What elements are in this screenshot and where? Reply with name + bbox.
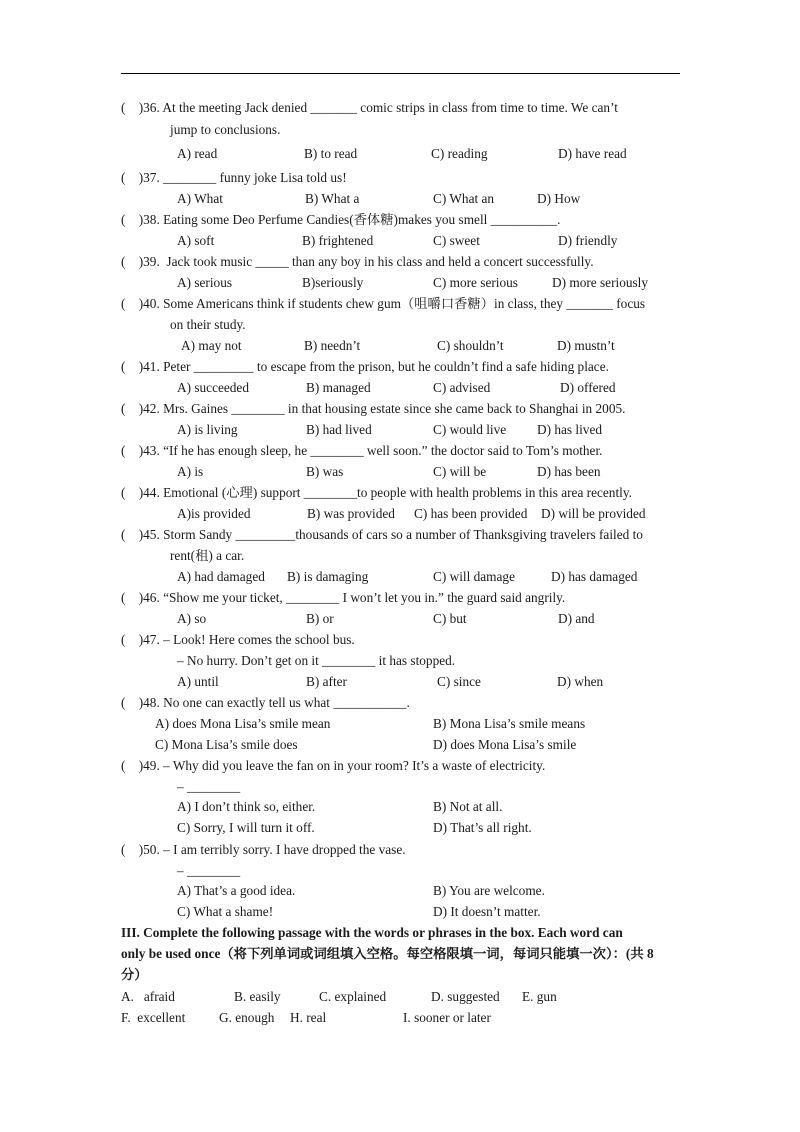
option-d: D) has been xyxy=(537,464,601,479)
option-b: B) What a xyxy=(305,191,360,206)
option-d: D) and xyxy=(558,611,595,626)
option-c: C) will be xyxy=(433,464,487,479)
option-c: C) shouldn’t xyxy=(437,338,504,353)
option-d: D) when xyxy=(557,674,604,689)
question-48: ( )48. No one can exactly tell us what ___________. xyxy=(121,695,410,710)
option-c: C) reading xyxy=(431,146,488,161)
option-d: D) more seriously xyxy=(552,275,649,290)
option-c: C) Mona Lisa’s smile does xyxy=(155,737,298,752)
word-option: I. sooner or later xyxy=(403,1010,491,1025)
word-option: C. explained xyxy=(319,989,387,1004)
option-a: A) is living xyxy=(177,422,238,437)
option-c: C) What an xyxy=(433,191,495,206)
option-d: D) offered xyxy=(560,380,616,395)
option-b: B) to read xyxy=(304,146,358,161)
word-option: H. real xyxy=(290,1010,327,1025)
option-c: C) will damage xyxy=(433,569,515,584)
option-d: D) have read xyxy=(558,146,627,161)
option-c: C) since xyxy=(437,674,481,689)
option-a: A) What xyxy=(177,191,223,206)
option-a: A) does Mona Lisa’s smile mean xyxy=(155,716,331,731)
question-45: ( )45. Storm Sandy _________thousands of cars so a number of Thanksgiving travelers failed to xyxy=(121,527,643,542)
question-47-continuation: – No hurry. Don’t get on it ________ it has stopped. xyxy=(177,653,456,668)
option-b: B) is damaging xyxy=(287,569,369,584)
question-44: ( )44. Emotional (心理) support ________to people with health problems in this area recently. xyxy=(121,485,632,500)
option-c: C) Sorry, I will turn it off. xyxy=(177,820,315,835)
option-b: B) had lived xyxy=(306,422,372,437)
section-heading: III. Complete the following passage with the words or phrases in the box. Each word can xyxy=(121,925,623,940)
answer-blank: – ________ xyxy=(177,863,241,878)
question-36-continuation: jump to conclusions. xyxy=(170,122,281,137)
option-a: A) That’s a good idea. xyxy=(177,883,296,898)
option-b: B) was provided xyxy=(307,506,395,521)
question-49: ( )49. – Why did you leave the fan on in your room? It’s a waste of electricity. xyxy=(121,758,546,773)
option-b: B)seriously xyxy=(302,275,364,290)
option-d: D) has damaged xyxy=(551,569,638,584)
question-47: ( )47. – Look! Here comes the school bus. xyxy=(121,632,355,647)
option-b: B) was xyxy=(306,464,344,479)
option-d: D) How xyxy=(537,191,581,206)
option-d: D) friendly xyxy=(558,233,618,248)
option-c: C) sweet xyxy=(433,233,480,248)
option-a: A) I don’t think so, either. xyxy=(177,799,316,814)
option-c: C) but xyxy=(433,611,467,626)
option-b: B) frightened xyxy=(302,233,374,248)
word-option: A. afraid xyxy=(121,989,175,1004)
option-b: B) needn’t xyxy=(304,338,361,353)
question-40-continuation: on their study. xyxy=(170,317,246,332)
section-heading-line-3: 分） xyxy=(121,967,148,982)
option-b: B) Mona Lisa’s smile means xyxy=(433,716,586,731)
top-rule xyxy=(121,73,680,74)
option-b: B) You are welcome. xyxy=(433,883,545,898)
word-option: E. gun xyxy=(522,989,557,1004)
option-c: C) would live xyxy=(433,422,507,437)
option-b: B) after xyxy=(306,674,347,689)
question-40: ( )40. Some Americans think if students chew gum（咀嚼口香糖）in class, they _______ focus xyxy=(121,296,646,311)
option-a: A) so xyxy=(177,611,207,626)
option-a: A) read xyxy=(177,146,218,161)
option-d: D) It doesn’t matter. xyxy=(433,904,541,919)
question-46: ( )46. “Show me your ticket, ________ I won’t let you in.” the guard said angrily. xyxy=(121,590,566,605)
option-a: A) soft xyxy=(177,233,215,248)
option-d: D) mustn’t xyxy=(557,338,615,353)
question-37: ( )37. ________ funny joke Lisa told us! xyxy=(121,170,347,185)
option-c: C) has been provided xyxy=(414,506,528,521)
option-d: D) has lived xyxy=(537,422,602,437)
question-36: ( )36. At the meeting Jack denied _______ comic strips in class from time to time. We can’t xyxy=(121,100,618,115)
option-b: B) managed xyxy=(306,380,371,395)
option-d: D) That’s all right. xyxy=(433,820,532,835)
option-a: A) may not xyxy=(181,338,242,353)
option-a: A) had damaged xyxy=(177,569,265,584)
answer-blank: – ________ xyxy=(177,779,241,794)
option-c: C) advised xyxy=(433,380,491,395)
word-option: G. enough xyxy=(219,1010,275,1025)
section-heading-line-2: only be used once（将下列单词或词组填入空格。每空格限填一词，每词只能填一次）：(共 8 xyxy=(121,946,654,961)
question-42: ( )42. Mrs. Gaines ________ in that housing estate since she came back to Shanghai in 2005. xyxy=(121,401,626,416)
option-c: C) What a shame! xyxy=(177,904,274,919)
question-50: ( )50. – I am terribly sorry. I have dropped the vase. xyxy=(121,842,406,857)
option-d: D) does Mona Lisa’s smile xyxy=(433,737,577,752)
option-a: A) succeeded xyxy=(177,380,249,395)
option-a: A) until xyxy=(177,674,219,689)
question-41: ( )41. Peter _________ to escape from the prison, but he couldn’t find a safe hiding place. xyxy=(121,359,609,374)
question-43: ( )43. “If he has enough sleep, he ________ well soon.” the doctor said to Tom’s mother. xyxy=(121,443,603,458)
option-c: C) more serious xyxy=(433,275,518,290)
option-b: B) Not at all. xyxy=(433,799,503,814)
option-b: B) or xyxy=(306,611,334,626)
option-a: A) serious xyxy=(177,275,233,290)
word-option: D. suggested xyxy=(431,989,500,1004)
word-option: F. excellent xyxy=(121,1010,186,1025)
word-option: B. easily xyxy=(234,989,281,1004)
question-39: ( )39. Jack took music _____ than any boy in his class and held a concert successfully. xyxy=(121,254,594,269)
option-a: A) is xyxy=(177,464,204,479)
option-d: D) will be provided xyxy=(541,506,646,521)
option-a: A)is provided xyxy=(177,506,251,521)
question-38: ( )38. Eating some Deo Perfume Candies(香体糖)makes you smell __________. xyxy=(121,212,561,227)
question-45-continuation: rent(租) a car. xyxy=(170,548,245,563)
